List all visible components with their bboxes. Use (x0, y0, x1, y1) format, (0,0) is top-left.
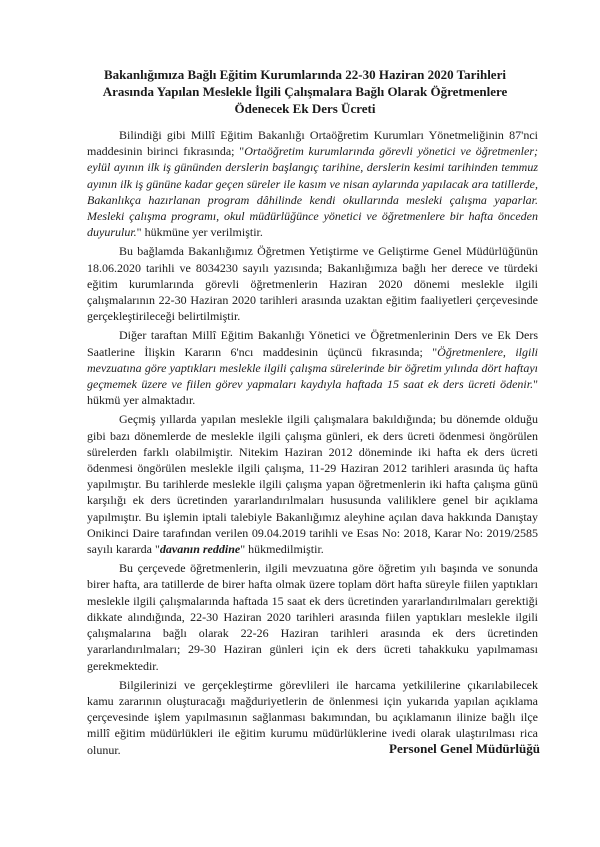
paragraph-1-intro: Bilindiği gibi Millî Eğitim Bakanlığı Ortaöğretim Kurumları Yönetmeliğinin 87'nci maddesinin birinci fıkrasında; " (87, 128, 538, 159)
paragraph-3-quote: Öğretmenlere, ilgili mevzuatına göre yaptıkları meslekle ilgili çalışma sürelerinde bir öğretim yılında dört haftayı geçmemek üzere ve fiilen görev yapmaları kaydıyla haftada 15 saat ek ders ücreti ödenir. (87, 344, 538, 392)
paragraph-1-quote: Ortaöğretim kurumlarında görevli yönetici ve öğretmenler; eylül ayının ilk iş gününden derslerin başlangıç tarihine, derslerin kesimi tarihinden temmuz ayının ilk iş gününe kadar geçen süreler ile kasım ve nisan aylarında yapılacak ara tatillerde, Bakanlıkça hazırlanan program dâhilinde kendi okullarında mesleki çalışma yaparlar. Mesleki çalışma programı, okul müdürlüğünce yönetici ve öğretmenlere bir hafta önceden duyurulur. (87, 144, 538, 240)
paragraph-4-ruling: davanın reddine (159, 542, 241, 557)
paragraph-3 (87, 327, 538, 408)
signature: Personel Genel Müdürlüğü (389, 741, 540, 756)
paragraph-6: Bilgilerinizi ve gerçekleştirme görevlileri ile harcama yetkililerine çıkarılabilecek kamu zararının oluşturacağı mağduriyetlerin de önlenmesi için yukarıda yapılan açıklama çerçevesinde işlem yapılmasının sağlanması bakımından, bu açıklamanın ilinize bağlı ilçe millî eğitim müdürlükleri ile eğitim kurumu müdürlüklerine ivedi olarak ulaştırılması rica olunur. (87, 677, 538, 757)
document-title: Bakanlığımıza Bağlı Eğitim Kurumlarında 22-30 Haziran 2020 Tarihleri Arasında Yapılan Meslekle İlgili Çalışmalara Bağlı Olarak Öğretmenlere Ödenecek Ek Ders Ücreti (102, 67, 508, 116)
paragraph-1-end: " hükmüne yer verilmiştir. (136, 225, 263, 240)
paragraph-4-end: " hükmedilmiştir. (240, 542, 324, 557)
paragraph-2: Bu bağlamda Bakanlığımız Öğretmen Yetiştirme ve Geliştirme Genel Müdürlüğünün 18.06.2020 tarihli ve 8034230 sayılı yazısında; Bakanlığımıza bağlı her derece ve türdeki eğitim kurumlarında görevli öğretmenlerin Haziran 2020 dönemi meslekle ilgili çalışmalarının 22-30 Haziran 2020 tarihleri arasında uzaktan eğitim faaliyetleri çerçevesinde gerçekleştirileceği belirtilmiştir. (87, 244, 538, 324)
paragraph-4-body: Geçmiş yıllarda yapılan meslekle ilgili çalışmalara bakıldığında; bu dönemde olduğu gibi bazı dönemlerde de meslekle ilgili çalışma günleri, ek ders ücreti ödenmesi öngörülen sürelerden farklı olabilmiştir. Nitekim Haziran 2012 döneminde iki hafta ek ders ücreti ödenmesi öngörülen meslekle ilgili çalışma, 11-29 Haziran 2012 tarihleri arasında üç hafta yapılmıştır. Bu tarihlerde meslekle ilgili çalışma yapan öğretmenlerin iki hafta çalışma günü karşılığı ek ders ücretinden yararlandırılmaları hususunda valiliklere genel bir açıklama yapılmıştır. Bu işlemin iptali talebiyle Bakanlığımız aleyhine açılan dava hakkında Danıştay Onikinci Daire tarafından verilen 09.04.2019 tarihli ve Esas No: 2018, Karar No: 2019/2585 sayılı kararda " (87, 412, 538, 557)
paragraph-4 (87, 411, 538, 557)
paragraph-5: Bu çerçevede öğretmenlerin, ilgili mevzuatına göre öğretim yılı başında ve sonunda birer hafta, ara tatillerde de birer hafta olmak üzere toplam dört hafta süreyle fiilen yaptıkları meslekle ilgili çalışmalarında haftada 15 saat ek ders ücretinden yararlandırılmaları gerektiği dikkate alındığında, 22-30 Haziran 2020 tarihleri arasında fiilen yaptıkları meslekle ilgili çalışmalarına bağlı olarak 22-26 Haziran tarihleri arasında ek ders ücretinden yararlandırılmaları; 29-30 Haziran günleri için ek ders ücreti tahakkuku yapılmaması gerekmektedir. (87, 561, 538, 673)
paragraph-1 (87, 127, 538, 240)
paragraph-3-end: " hükmü yer almaktadır. (87, 377, 538, 408)
paragraph-3-intro: Diğer taraftan Millî Eğitim Bakanlığı Yönetici ve Öğretmenlerinin Ders ve Ek Ders Saatlerine İlişkin Kararın 6'ncı maddesinin üçüncü fıkrasında; " (87, 328, 538, 359)
document-body (87, 127, 538, 761)
